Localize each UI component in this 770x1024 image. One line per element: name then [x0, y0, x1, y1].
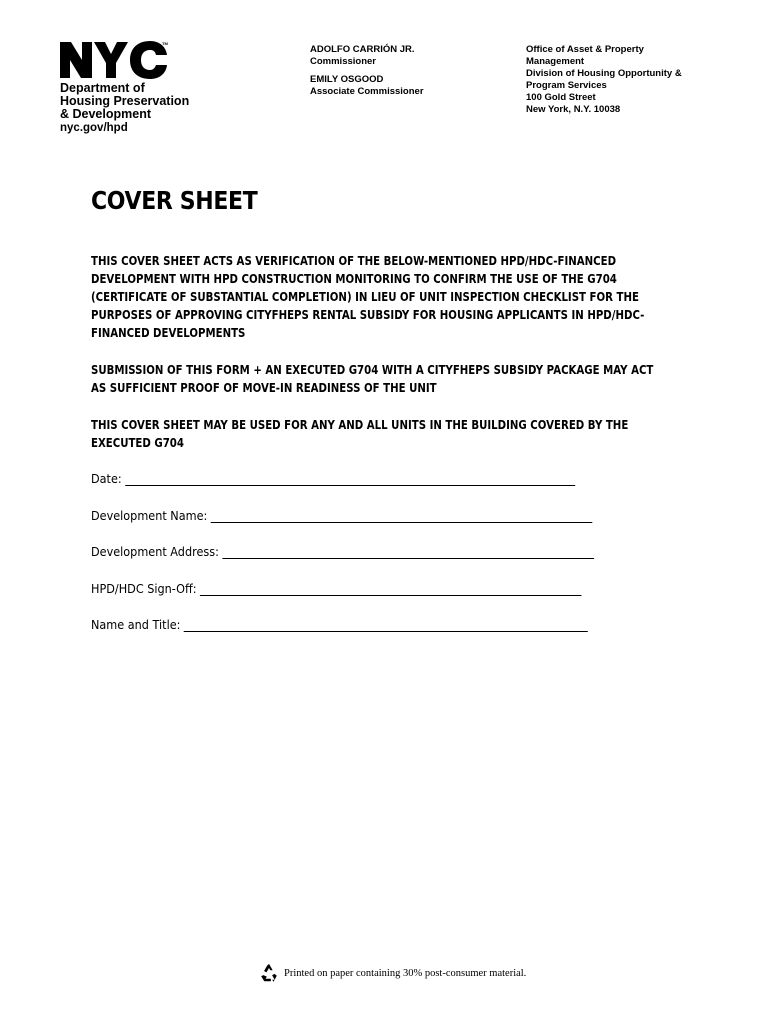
date-label: Date: [91, 471, 122, 486]
development-address-field [91, 544, 594, 559]
date-field [91, 471, 575, 486]
footer-text: Printed on paper containing 30% post-consumer material. [284, 967, 527, 979]
department-line: & Development [60, 107, 151, 121]
office-line: Division of Housing Opportunity & [526, 68, 682, 79]
office-line: Management [526, 56, 585, 67]
recycle-icon [258, 962, 280, 984]
signoff-label: HPD/HDC Sign-Off: [91, 581, 197, 596]
trademark-mark: TM [162, 41, 168, 46]
associate-title: Associate Commissioner [310, 86, 424, 97]
signoff-blank[interactable] [200, 583, 582, 596]
associate-name: EMILY OSGOOD [310, 74, 384, 85]
commissioner-title: Commissioner [310, 56, 376, 67]
office-line: Office of Asset & Property [526, 44, 644, 55]
department-line: Housing Preservation [60, 94, 190, 108]
signoff-field [91, 581, 582, 596]
verification-paragraph: THIS COVER SHEET ACTS AS VERIFICATION OF THE BELOW-MENTIONED HPD/HDC-FINANCED DEVELOPMENT WITH HPD CONSTRUCTION MONITORING TO CONFIRM THE USE OF THE G704 (CERTIFICATE OF SUBSTANTIAL COMPLETION) IN LIEU OF UNIT INSPECTION CHECKLIST FOR THE PURPOSES OF APPROVING CITYFHEPS RENTAL SUBSIDY FOR HOUSING APPLICANTS IN HPD/HDC-FINANCED DEVELOPMENTS [91, 254, 645, 340]
name-title-blank[interactable] [184, 619, 588, 632]
development-name-label: Development Name: [91, 508, 208, 523]
department-url: nyc.gov/hpd [60, 122, 128, 134]
office-line: Program Services [526, 80, 607, 91]
usage-paragraph: THIS COVER SHEET MAY BE USED FOR ANY AND ALL UNITS IN THE BUILDING COVERED BY THE EXECUTED G704 [91, 418, 629, 450]
name-title-label: Name and Title: [91, 617, 181, 632]
footer [258, 962, 526, 984]
development-address-blank[interactable] [223, 546, 595, 559]
development-name-blank[interactable] [211, 510, 593, 523]
department-name [60, 82, 189, 134]
commissioner-name: ADOLFO CARRIÓN JR. [310, 44, 415, 55]
date-blank[interactable] [125, 473, 575, 486]
development-name-field [91, 508, 592, 523]
office-line: New York, N.Y. 10038 [526, 104, 621, 115]
department-line: Department of [60, 81, 145, 95]
nyc-logo [60, 40, 200, 80]
office-line: 100 Gold Street [526, 92, 596, 103]
name-title-field [91, 617, 588, 632]
office-address-block [526, 44, 682, 116]
page-title: COVER SHEET [91, 186, 258, 215]
development-address-label: Development Address: [91, 544, 219, 559]
submission-paragraph: SUBMISSION OF THIS FORM + AN EXECUTED G704 WITH A CITYFHEPS SUBSIDY PACKAGE MAY ACT AS SUFFICIENT PROOF OF MOVE-IN READINESS OF THE UNIT [91, 363, 654, 395]
nyc-logo-mark [60, 40, 168, 80]
commissioners-block [310, 44, 424, 98]
